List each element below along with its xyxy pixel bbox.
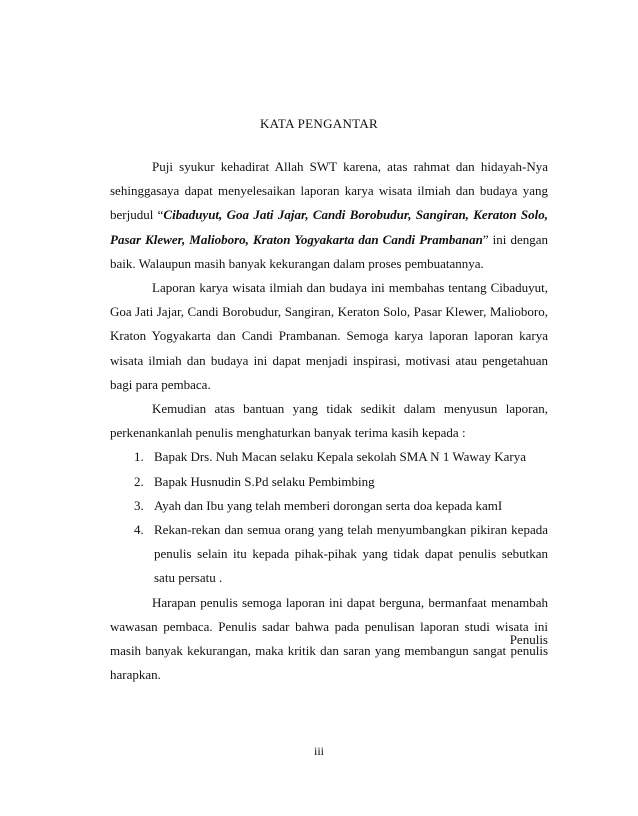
paragraph-closing: Harapan penulis semoga laporan ini dapat berguna, bermanfaat menambah wawasan pembaca. Penulis sadar bahwa pada penulisan laporan studi wisata ini masih banyak kekurangan, maka kritik dan saran yang membangun sangat penulis harapkan. bbox=[110, 594, 548, 683]
document-body bbox=[110, 155, 548, 687]
list-item bbox=[110, 494, 548, 518]
page-title: KATA PENGANTAR bbox=[259, 116, 379, 131]
list-item-number: 1. bbox=[134, 449, 144, 465]
paragraph-opening-text-a: Puji syukur kehadirat Allah SWT karena, atas rahmat dan hidayah-Nya sehinggasaya dapat menyelesaikan laporan karya wisata ilmiah dan budaya yang berjudul “ bbox=[110, 159, 548, 223]
paragraph-opening-text-b: ” ini dengan baik. Walaupun masih banyak kekurangan dalam proses pembuatannya. bbox=[110, 231, 548, 271]
paragraph-thanks-intro: Kemudian atas bantuan yang tidak sedikit dalam menyusun laporan, perkenankanlah penulis menghaturkan banyak terima kasih kepada : bbox=[110, 401, 548, 441]
list-item bbox=[110, 470, 548, 494]
list-item-number: 4. bbox=[134, 522, 144, 538]
paragraph-content: Laporan karya wisata ilmiah dan budaya ini membahas tentang Cibaduyut, Goa Jati Jajar, Candi Borobudur, Sangiran, Keraton Solo, Pasar Klewer, Malioboro, Kraton Yogyakarta dan Candi Prambanan. Semoga karya laporan laporan karya wisata ilmiah dan budaya ini dapat menjadi inspirasi, motivasi atau pengetahuan bagi para pembaca. bbox=[110, 280, 548, 392]
page-number: iii bbox=[313, 744, 324, 758]
list-item-text: Rekan-rekan dan semua orang yang telah menyumbangkan pikiran kepada penulis selain itu kepada pihak-pihak yang tidak dapat penulis sebutkan satu persatu . bbox=[154, 522, 548, 586]
list-item-text: Bapak Drs. Nuh Macan selaku Kepala sekolah SMA N 1 Waway Karya bbox=[154, 449, 527, 465]
list-item bbox=[110, 445, 548, 469]
thanks-list bbox=[110, 445, 548, 590]
list-item-number: 2. bbox=[134, 473, 144, 489]
signature: Penulis bbox=[509, 632, 548, 647]
list-item-text: Bapak Husnudin S.Pd selaku Pembimbing bbox=[154, 473, 375, 489]
list-item bbox=[110, 518, 548, 591]
list-item-text: Ayah dan Ibu yang telah memberi dorongan serta doa kepada kamI bbox=[154, 497, 503, 513]
paragraph-opening bbox=[110, 155, 548, 276]
report-title-emphasis: Cibaduyut, Goa Jati Jajar, Candi Borobudur, Sangiran, Keraton Solo, Pasar Klewer, Malioboro, Kraton Yogyakarta dan Candi Prambanan bbox=[110, 207, 549, 247]
list-item-number: 3. bbox=[134, 497, 144, 513]
